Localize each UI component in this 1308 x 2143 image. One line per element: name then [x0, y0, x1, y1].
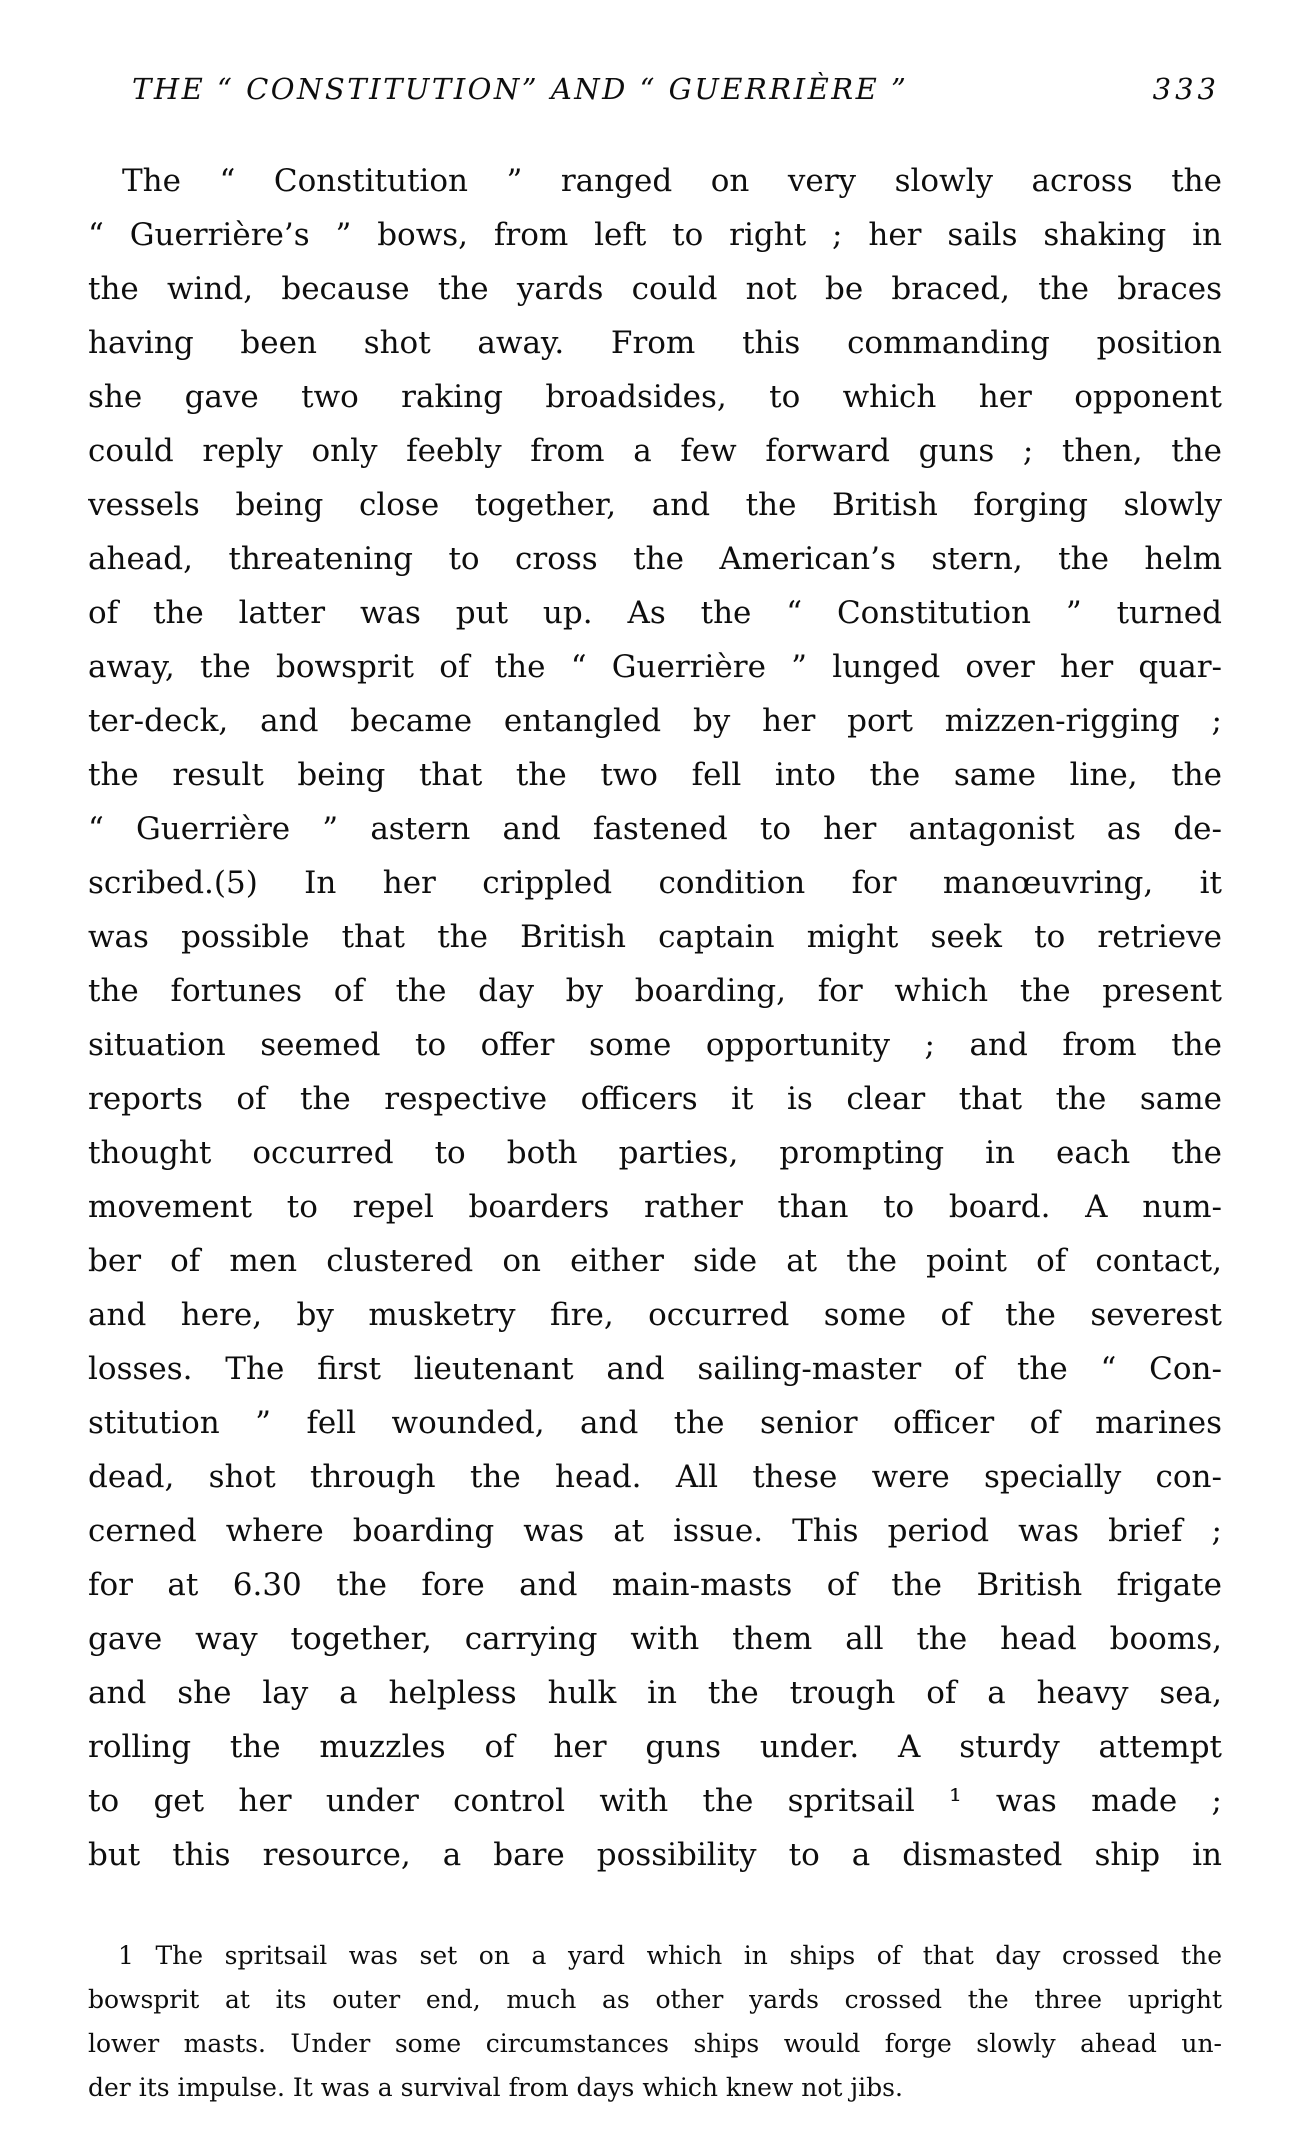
- text-line: thought occurred to both parties, prompting in each the: [88, 1135, 1222, 1171]
- footnote-line: lower masts. Under some circumstances ships would forge slowly ahead un-: [88, 2029, 1222, 2058]
- text-line: for at 6.30 the fore and main-masts of the British frigate: [88, 1567, 1222, 1603]
- text-line: away, the bowsprit of the “ Guerrière ” lunged over her quar-: [88, 649, 1222, 685]
- text-line: reports of the respective officers it is clear that the same: [88, 1081, 1222, 1117]
- text-line: stitution ” fell wounded, and the senior officer of marines: [88, 1405, 1222, 1441]
- text-line: rolling the muzzles of her guns under. A sturdy attempt: [88, 1729, 1222, 1765]
- running-head-title: THE “ CONSTITUTION” AND “ GUERRIÈRE ”: [132, 72, 909, 106]
- text-line: having been shot away. From this commanding position: [88, 325, 1222, 361]
- text-line: gave way together, carrying with them all the head booms,: [88, 1621, 1222, 1657]
- text-line: she gave two raking broadsides, to which her opponent: [88, 379, 1222, 415]
- text-line: could reply only feebly from a few forward guns ; then, the: [88, 433, 1222, 469]
- text-line: to get her under control with the spritsail ¹ was made ;: [88, 1783, 1222, 1819]
- body-paragraph: [88, 154, 1222, 1882]
- running-head: [88, 64, 1222, 106]
- text-line: the fortunes of the day by boarding, for which the present: [88, 973, 1222, 1009]
- text-line: The “ Constitution ” ranged on very slowly across the: [122, 163, 1222, 199]
- text-line: but this resource, a bare possibility to a dismasted ship in: [88, 1837, 1222, 1873]
- footnote-line: bowsprit at its outer end, much as other yards crossed the three upright: [88, 1985, 1222, 2014]
- text-line: dead, shot through the head. All these were specially con-: [88, 1459, 1222, 1495]
- text-line: “ Guerrière ” astern and fastened to her antagonist as de-: [88, 811, 1222, 847]
- text-line: ter-deck, and became entangled by her port mizzen-rigging ;: [88, 703, 1222, 739]
- text-line: ahead, threatening to cross the American’s stern, the helm: [88, 541, 1222, 577]
- text-line: the result being that the two fell into the same line, the: [88, 757, 1222, 793]
- text-line: “ Guerrière’s ” bows, from left to right ; her sails shaking in: [88, 217, 1222, 253]
- text-line: cerned where boarding was at issue. This period was brief ;: [88, 1513, 1222, 1549]
- text-line: the wind, because the yards could not be braced, the braces: [88, 271, 1222, 307]
- text-line: of the latter was put up. As the “ Constitution ” turned: [88, 595, 1222, 631]
- page-number: 333: [1152, 72, 1220, 106]
- text-line: was possible that the British captain might seek to retrieve: [88, 919, 1222, 955]
- text-line: vessels being close together, and the British forging slowly: [88, 487, 1222, 523]
- text-line: and she lay a helpless hulk in the trough of a heavy sea,: [88, 1675, 1222, 1711]
- text-line: ber of men clustered on either side at the point of contact,: [88, 1243, 1222, 1279]
- text-line: and here, by musketry fire, occurred some of the severest: [88, 1297, 1222, 1333]
- text-line: losses. The first lieutenant and sailing-master of the “ Con-: [88, 1351, 1222, 1387]
- footnote-line: 1 The spritsail was set on a yard which in ships of that day crossed the: [118, 1941, 1222, 1970]
- text-line: situation seemed to offer some opportunity ; and from the: [88, 1027, 1222, 1063]
- footnote-line: der its impulse. It was a survival from days which knew not jibs.: [88, 2073, 903, 2102]
- footnote: [88, 1934, 1222, 2110]
- text-line: movement to repel boarders rather than to board. A num-: [88, 1189, 1222, 1225]
- text-line: scribed.(5) In her crippled condition for manœuvring, it: [88, 865, 1222, 901]
